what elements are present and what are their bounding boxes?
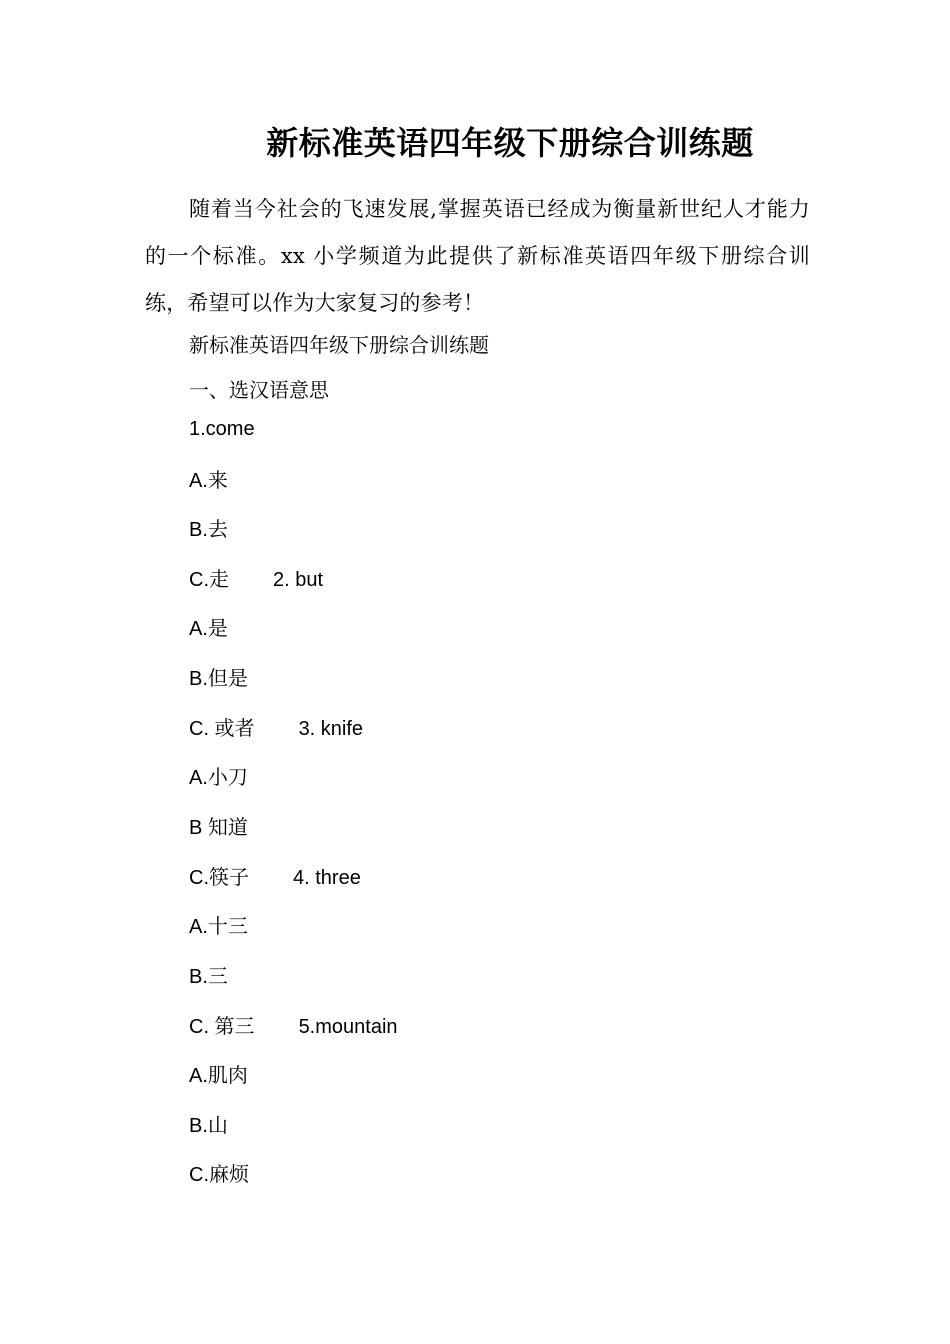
question-5: 5.mountain	[298, 1016, 398, 1038]
option-3b: B 知道	[189, 817, 248, 839]
option-2a: A.是	[189, 618, 228, 640]
option-4c: C. 第三	[189, 1016, 255, 1038]
option-5b: B.山	[189, 1115, 228, 1137]
option-2c: C. 或者	[189, 718, 255, 740]
option-line-4c-q5	[189, 1010, 398, 1039]
question-4: 4. three	[293, 867, 361, 889]
option-4b: B.三	[189, 966, 228, 988]
option-5c: C.麻烦	[189, 1164, 249, 1186]
document-title: 新标准英语四年级下册综合训练题	[266, 124, 754, 162]
option-3c: C.筷子	[189, 867, 249, 889]
option-5a: A.肌肉	[189, 1065, 248, 1087]
option-line-2c-q3	[189, 712, 363, 741]
option-1c: C.走	[189, 569, 229, 591]
option-4a: A.十三	[189, 916, 248, 938]
option-line-1c-q2	[189, 563, 323, 592]
subtitle: 新标准英语四年级下册综合训练题	[189, 333, 489, 357]
question-1: 1.come	[189, 418, 255, 440]
option-line-3c-q4	[189, 861, 361, 890]
option-2b: B.但是	[189, 668, 248, 690]
question-2: 2. but	[273, 569, 324, 591]
option-1b: B.去	[189, 519, 228, 541]
section-heading: 一、选汉语意思	[189, 378, 329, 402]
option-1a: A.来	[189, 470, 228, 492]
intro-paragraph: 随着当今社会的飞速发展,掌握英语已经成为衡量新世纪人才能力的一个标准。xx 小学频道为此提供了新标准英语四年级下册综合训练，希望可以作为大家复习的参考！	[145, 197, 810, 315]
question-3: 3. knife	[298, 718, 364, 740]
option-3a: A.小刀	[189, 767, 248, 789]
